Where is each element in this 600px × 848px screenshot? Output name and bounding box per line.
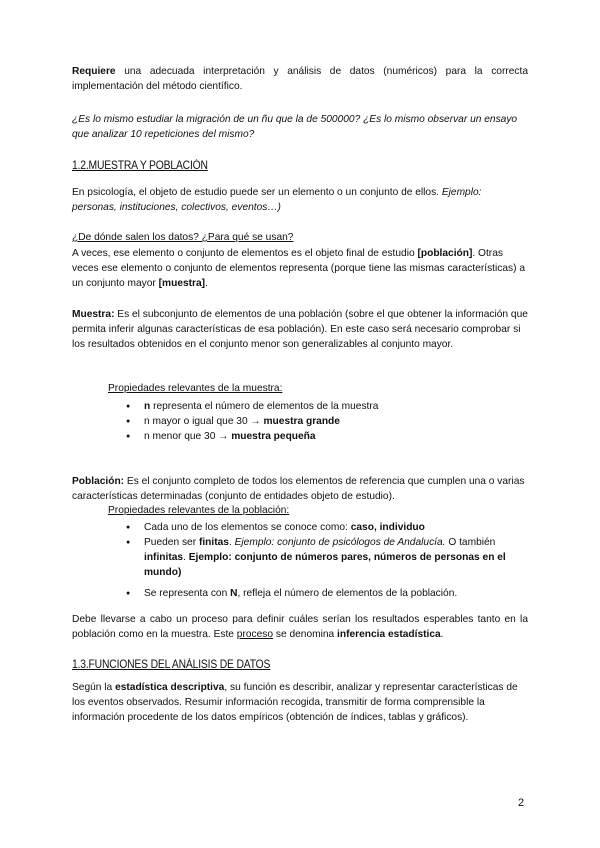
data-question-heading: ¿De dónde salen los datos? ¿Para qué se usan? [72, 232, 294, 243]
list-item [126, 414, 516, 429]
list-item [126, 535, 516, 580]
p3-bold: N [230, 588, 238, 599]
intro-paragraph [72, 64, 528, 94]
q-text-1: A veces, ese elemento o conjunto de elementos es el objeto final de estudio [72, 248, 418, 259]
requiere-bold: Requiere [72, 66, 116, 77]
p2-finitas: finitas [198, 537, 229, 548]
s13-bold: estadística descriptiva [115, 682, 225, 693]
section-1-2-intro-text: En psicología, el objeto de estudio puede ser un elemento o un conjunto de ellos. [72, 187, 442, 198]
section-heading-1-2: 1.2.MUESTRA Y POBLACIÓN [72, 160, 208, 172]
p3-text2: , refleja el número de elementos de la población. [237, 588, 458, 599]
inferencia-text3: . [440, 629, 444, 640]
p2-text: Pueden ser [144, 537, 199, 548]
muestra-props-list [126, 399, 516, 444]
poblacion-props-heading: Propiedades relevantes de la población: [108, 505, 290, 516]
muestra-props-heading: Propiedades relevantes de la muestra: [108, 383, 283, 394]
section-1-2-intro [72, 185, 528, 215]
poblacion-label: Población: [72, 476, 125, 487]
list-item [126, 520, 516, 535]
p2-dot: . [228, 537, 235, 548]
page-number: 2 [518, 797, 525, 809]
inferencia-text1: Debe llevarse a cabo un proceso para definir cuáles serían los resultados esperables tanto en la población como en la muestra. Este [72, 614, 528, 640]
inferencia-text2: se denomina [273, 629, 338, 640]
inferencia-underlined: proceso [236, 629, 274, 640]
muestra-label: Muestra: [72, 309, 115, 320]
intro-question: ¿Es lo mismo estudiar la migración de un ñu que la de 500000? ¿Es lo mismo observar un ensayo que analizar 10 repeticiones del mismo? [72, 114, 518, 140]
p2-example-italic: Ejemplo: conjunto de psicólogos de Andalucía. [234, 537, 446, 548]
poblacion-paragraph [72, 474, 528, 504]
section-1-2-intro-example: Ejemplo: personas, instituciones, colectivos, eventos…) [72, 187, 482, 213]
q-bold-poblacion: [población] [417, 248, 473, 259]
p2-example-bold: Ejemplo: conjunto de números pares, números de personas en el mundo) [144, 552, 506, 578]
q-text-2: . Otras veces ese elemento o conjunto de elementos representa (porque tiene las mismas características) a un conjunto mayor [72, 248, 526, 289]
list-item [126, 586, 516, 601]
section-heading-1-3: 1.3.FUNCIONES DEL ANÁLISIS DE DATOS [72, 659, 271, 671]
inferencia-paragraph [72, 612, 528, 642]
prop-large-text: n mayor o igual que 30 → [144, 416, 264, 427]
poblacion-text: Es el conjunto completo de todos los elementos de referencia que cumplen una o varias características determinadas (conjunto de entidades objeto de estudio). [72, 476, 525, 502]
p1-text: Cada uno de los elementos se conoce como: [144, 522, 351, 533]
requiere-text: una adecuada interpretación y análisis de datos (numéricos) para la correcta implementación del método científico. [72, 66, 528, 92]
q-bold-muestra: [muestra] [158, 278, 206, 289]
list-item [126, 429, 516, 444]
prop-small-bold: muestra pequeña [231, 431, 316, 442]
inferencia-bold: inferencia estadística [337, 629, 441, 640]
p2-infinitas: infinitas [144, 552, 184, 563]
prop-small-text: n menor que 30 → [144, 431, 232, 442]
p3-text: Se representa con [144, 588, 231, 599]
q-text-3: . [205, 278, 208, 289]
list-item [126, 399, 516, 414]
s13-text1: Según la [72, 682, 116, 693]
prop-n-bold: n [144, 401, 151, 412]
muestra-text: Es el subconjunto de elementos de una población (sobre el que obtener la información que permita inferir algunas características de esa población). En este caso será necesario comprobar si los resultados obtenidos en el conjunto menor son generalizables al conjunto mayor. [72, 309, 528, 350]
s13-text2: , su función es describir, analizar y representar características de los eventos observados. Resumir información recogida, transmitir de forma comprensible la información procedente de los datos empíricos (obtención de índices, tablas y gráficos). [72, 682, 518, 723]
data-question-paragraph [72, 246, 528, 291]
p2-dot2: . [183, 552, 189, 563]
poblacion-props-list [126, 520, 516, 601]
p1-bold: caso, individuo [350, 522, 425, 533]
section-1-3-paragraph [72, 680, 528, 725]
p2-text2: O también [445, 537, 496, 548]
prop-n-text: representa el número de elementos de la muestra [150, 401, 379, 412]
muestra-paragraph [72, 307, 528, 352]
prop-large-bold: muestra grande [263, 416, 340, 427]
